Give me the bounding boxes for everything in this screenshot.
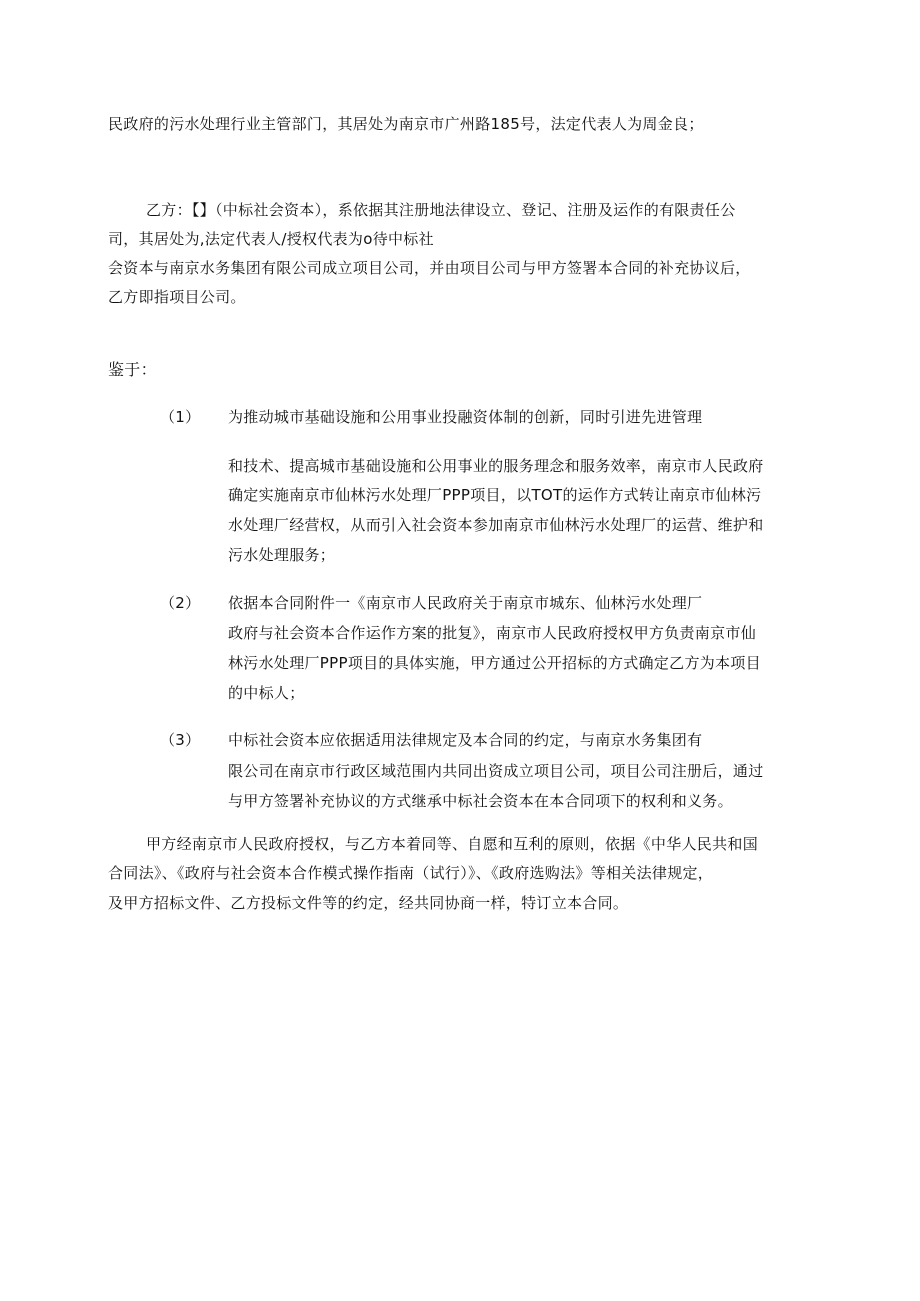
recital-first-line: 中标社会资本应依据适用法律规定及本合同的约定，与南京水务集团有 bbox=[228, 731, 703, 749]
party-b-line: 司，其居处为,法定代表人/授权代表为o待中标社 bbox=[108, 230, 434, 248]
party-b-line: 会资本与南京水务集团有限公司成立项目公司，并由项目公司与甲方签署本合同的补充协议后， bbox=[108, 259, 751, 277]
closing-line: 合同法》、《政府与社会资本合作模式操作指南（试行）》、《政府选购法》等相关法律规定， bbox=[108, 864, 714, 882]
recital-first-line: 依据本合同附件一《南京市人民政府关于南京市城东、仙林污水处理厂 bbox=[228, 594, 703, 612]
recital-number: （1） bbox=[160, 408, 201, 426]
recital-line: 水处理厂经营权，从而引入社会资本参加南京市仙林污水处理厂的运营、维护和 bbox=[228, 516, 764, 534]
recital-line: 林污水处理厂PPP项目的具体实施，甲方通过公开招标的方式确定乙方为本项目 bbox=[228, 654, 761, 672]
recital-line: 污水处理服务； bbox=[228, 546, 336, 564]
party-b-line: 乙方即指项目公司。 bbox=[108, 288, 246, 306]
party-b-line: 乙方：【】（中标社会资本），系依据其注册地法律设立、登记、注册及运作的有限责任公 bbox=[146, 201, 736, 219]
closing-line: 及甲方招标文件、乙方投标文件等的约定，经共同协商一样，特订立本合同。 bbox=[108, 894, 629, 912]
recital-first-line: 为推动城市基础设施和公用事业投融资体制的创新，同时引进先进管理 bbox=[228, 408, 703, 426]
party-a-tail: 民政府的污水处理行业主管部门，其居处为南京市广州路185号，法定代表人为周金良； bbox=[108, 115, 704, 133]
recital-line: 政府与社会资本合作运作方案的批复》，南京市人民政府授权甲方负责南京市仙 bbox=[228, 624, 757, 642]
recital-line: 和技术、提高城市基础设施和公用事业的服务理念和服务效率，南京市人民政府 bbox=[228, 457, 764, 475]
whereas-heading: 鉴于： bbox=[108, 360, 157, 379]
recital-line: 限公司在南京市行政区域范围内共同出资成立项目公司，项目公司注册后，通过 bbox=[228, 762, 764, 780]
recital-number: （3） bbox=[160, 731, 201, 749]
recital-line: 的中标人； bbox=[228, 684, 305, 702]
recital-line: 与甲方签署补充协议的方式继承中标社会资本在本合同项下的权利和义务。 bbox=[228, 792, 733, 810]
closing-line: 甲方经南京市人民政府授权，与乙方本着同等、自愿和互利的原则，依据《中华人民共和国 bbox=[146, 835, 759, 853]
recital-number: （2） bbox=[160, 594, 201, 612]
recital-line: 确定实施南京市仙林污水处理厂PPP项目，以TOT的运作方式转让南京市仙林污 bbox=[228, 486, 762, 504]
